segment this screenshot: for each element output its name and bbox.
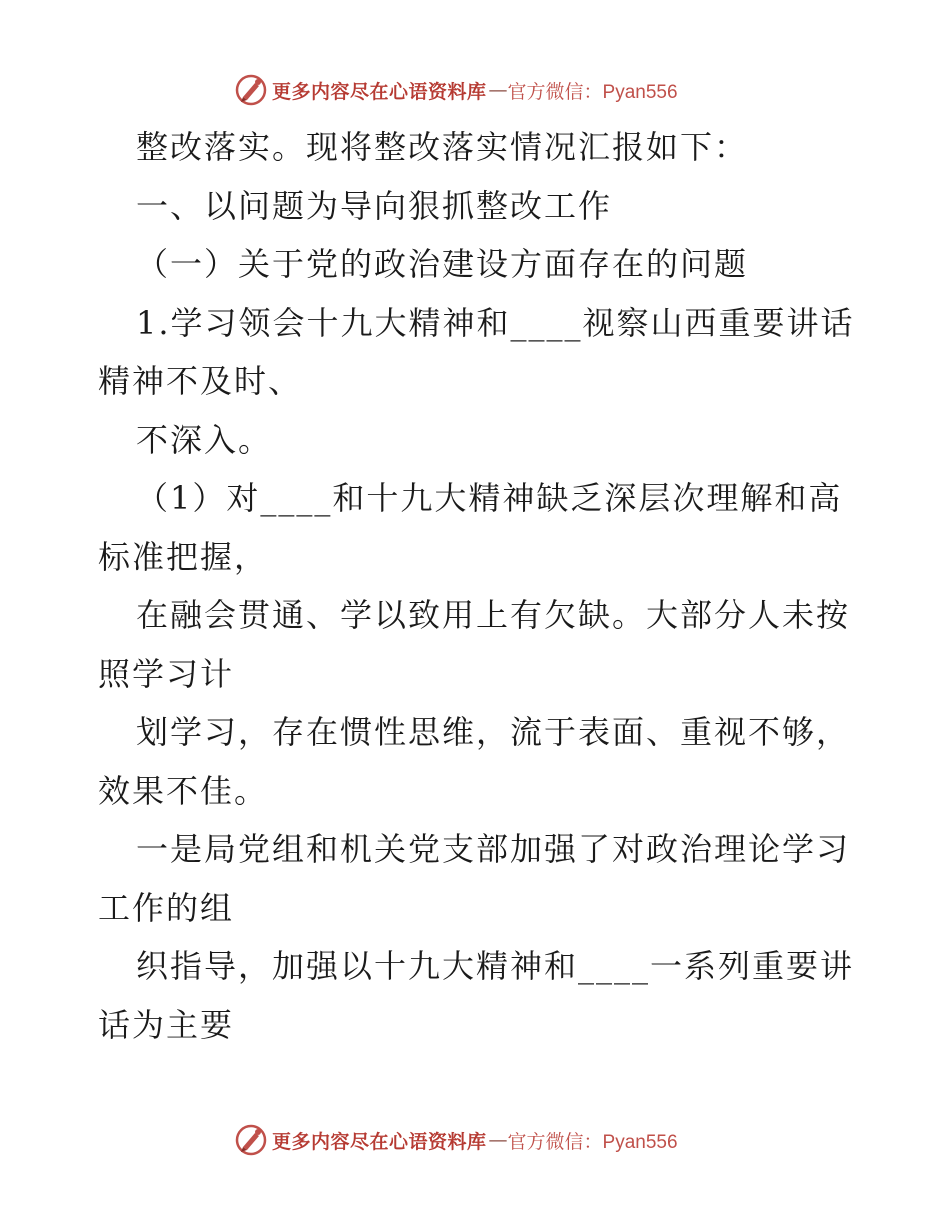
logo-icon [234,1123,268,1157]
text-line: 话为主要 [98,1005,235,1044]
text-line: （1）对____和十九大精神缺乏深层次理解和高 [136,479,843,517]
watermark-separator: — [488,1129,508,1151]
subsection-heading: （一）关于党的政治建设方面存在的问题 [136,245,749,283]
text-line: 标准把握， [98,537,269,576]
text-line: 划学习，存在惯性思维，流于表面、重视不够， [136,713,851,751]
document-body [98,118,858,1054]
logo-icon [234,73,268,107]
text-line: 整改落实。现将整改落实情况汇报如下： [136,128,749,166]
watermark-text: 更多内容尽在心语资料库 [272,80,487,103]
text-line: 工作的组 [98,888,235,927]
watermark-separator: — [488,79,508,101]
text-line: 效果不佳。 [98,771,269,810]
text-line: 一是局党组和机关党支部加强了对政治理论学习 [136,830,851,868]
watermark-handle: 官方微信：Pyan556 [507,1131,678,1153]
text-line: 精神不及时、 [98,362,303,400]
text-line: 不深入。 [136,420,273,459]
section-heading: 一、以问题为导向狠抓整改工作 [136,186,613,225]
footer-watermark [234,1122,678,1158]
watermark-text: 更多内容尽在心语资料库 [272,1130,487,1153]
text-line: 在融会贯通、学以致用上有欠缺。大部分人未按 [136,596,851,634]
text-line: 织指导，加强以十九大精神和____一系列重要讲 [136,947,855,985]
text-line: 照学习计 [98,654,235,693]
watermark-handle: 官方微信：Pyan556 [507,81,678,103]
header-watermark [234,72,678,108]
text-line: 1.学习领会十九大精神和____视察山西重要讲话 [136,303,855,342]
